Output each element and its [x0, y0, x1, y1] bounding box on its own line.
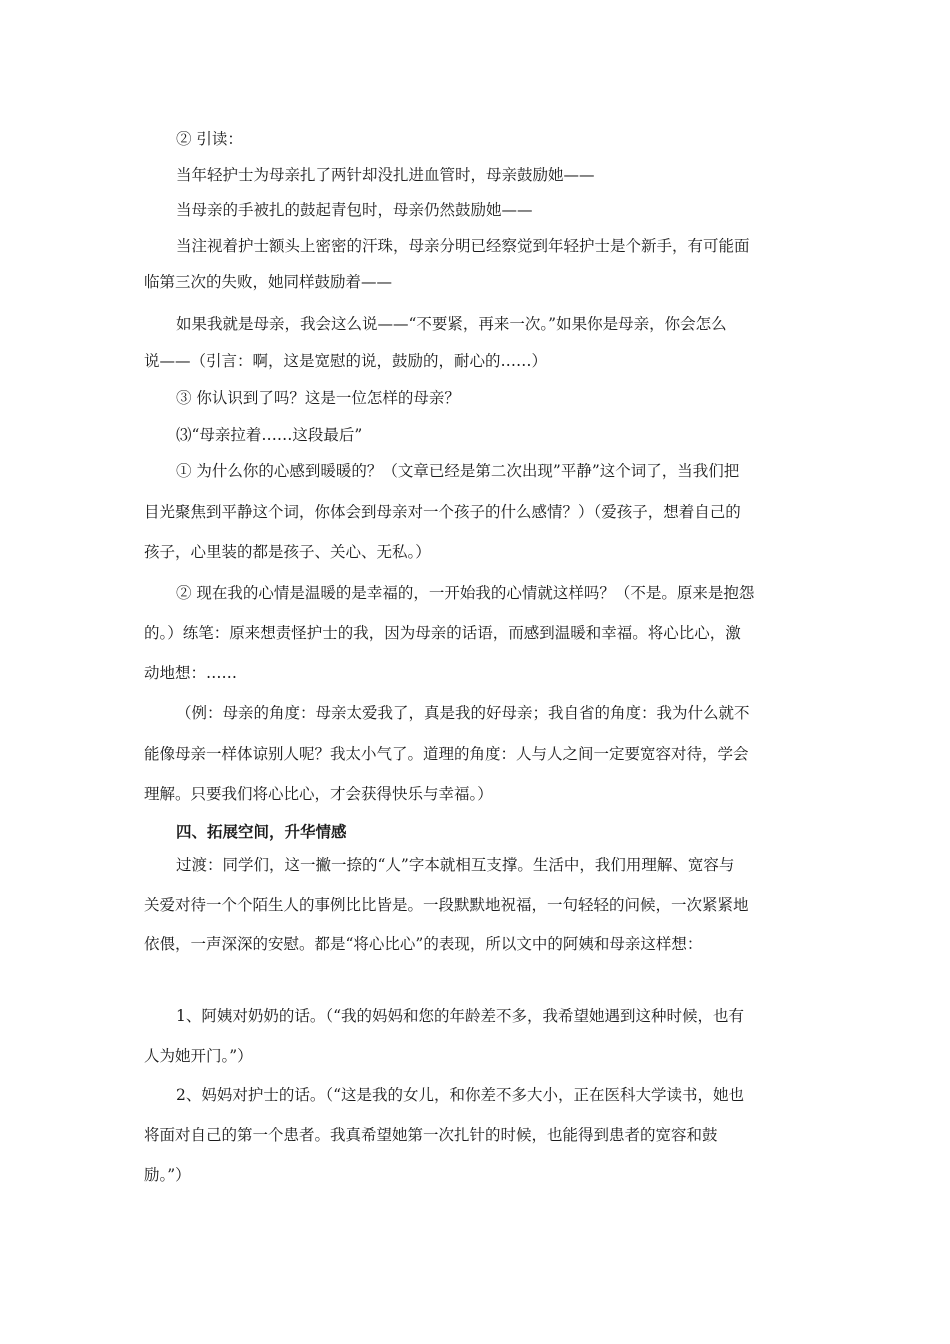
paragraph-line: 目光聚焦到平静这个词，你体会到母亲对一个孩子的什么感情？）（爱孩子，想着自己的 [144, 503, 741, 521]
paragraph-line: 如果我就是母亲，我会这么说——“不要紧，再来一次。”如果你是母亲，你会怎么 [176, 315, 727, 333]
paragraph-line: 说——（引言：啊，这是宽慰的说，鼓励的，耐心的……） [144, 352, 548, 370]
paragraph-line: 关爱对待一个个陌生人的事例比比皆是。一段默默地祝福，一句轻轻的问候，一次紧紧地 [144, 896, 749, 914]
paragraph-line: 的。）练笔：原来想责怪护士的我，因为母亲的话语，而感到温暖和幸福。将心比心，激 [144, 624, 741, 642]
paragraph-line: 当母亲的手被扎的鼓起青包时，母亲仍然鼓励她—— [176, 201, 533, 219]
list-item: 2、妈妈对护士的话。（“这是我的女儿，和你差不多大小，正在医科大学读书，她也 [176, 1086, 745, 1104]
paragraph-line: 过渡：同学们，这一撇一捺的“人”字本就相互支撑。生活中，我们用理解、宽容与 [176, 856, 735, 874]
paragraph-line: （例：母亲的角度：母亲太爱我了，真是我的好母亲；我自省的角度：我为什么就不 [176, 704, 750, 722]
paragraph-line: ② 引读： [176, 130, 243, 148]
paragraph-line: 当注视着护士额头上密密的汗珠，母亲分明已经察觉到年轻护士是个新手，有可能面 [176, 237, 750, 255]
paragraph-line: 理解。只要我们将心比心，才会获得快乐与幸福。） [144, 785, 493, 803]
list-item-continuation: 将面对自己的第一个患者。我真希望她第一次扎针的时候，也能得到患者的宽容和鼓 [144, 1126, 718, 1144]
paragraph-line: ② 现在我的心情是温暖的是幸福的，一开始我的心情就这样吗？（不是。原来是抱怨 [176, 584, 755, 602]
paragraph-line: 孩子，心里装的都是孩子、关心、无私。） [144, 543, 431, 561]
paragraph-line: 临第三次的失败，她同样鼓励着—— [144, 273, 393, 291]
list-item-continuation: 人为她开门。”） [144, 1047, 253, 1065]
paragraph-line: 动地想：…… [144, 664, 238, 682]
list-item: 1、阿姨对奶奶的话。（“我的妈妈和您的年龄差不多，我希望她遇到这种时候，也有 [176, 1007, 745, 1025]
paragraph-line: 当年轻护士为母亲扎了两针却没扎进血管时，母亲鼓励她—— [176, 166, 595, 184]
paragraph-line: ③ 你认识到了吗？这是一位怎样的母亲？ [176, 389, 460, 407]
list-item-continuation: 励。”） [144, 1166, 191, 1184]
paragraph-line: ⑶“母亲拉着……这段最后” [176, 426, 363, 444]
paragraph-line: ① 为什么你的心感到暖暖的？（文章已经是第二次出现”平静”这个词了，当我们把 [176, 462, 740, 480]
paragraph-line: 能像母亲一样体谅别人呢？我太小气了。道理的角度：人与人之间一定要宽容对待，学会 [144, 745, 749, 763]
section-heading: 四、拓展空间，升华情感 [176, 822, 347, 841]
paragraph-line: 依偎，一声深深的安慰。都是“将心比心”的表现，所以文中的阿姨和母亲这样想： [144, 935, 703, 953]
